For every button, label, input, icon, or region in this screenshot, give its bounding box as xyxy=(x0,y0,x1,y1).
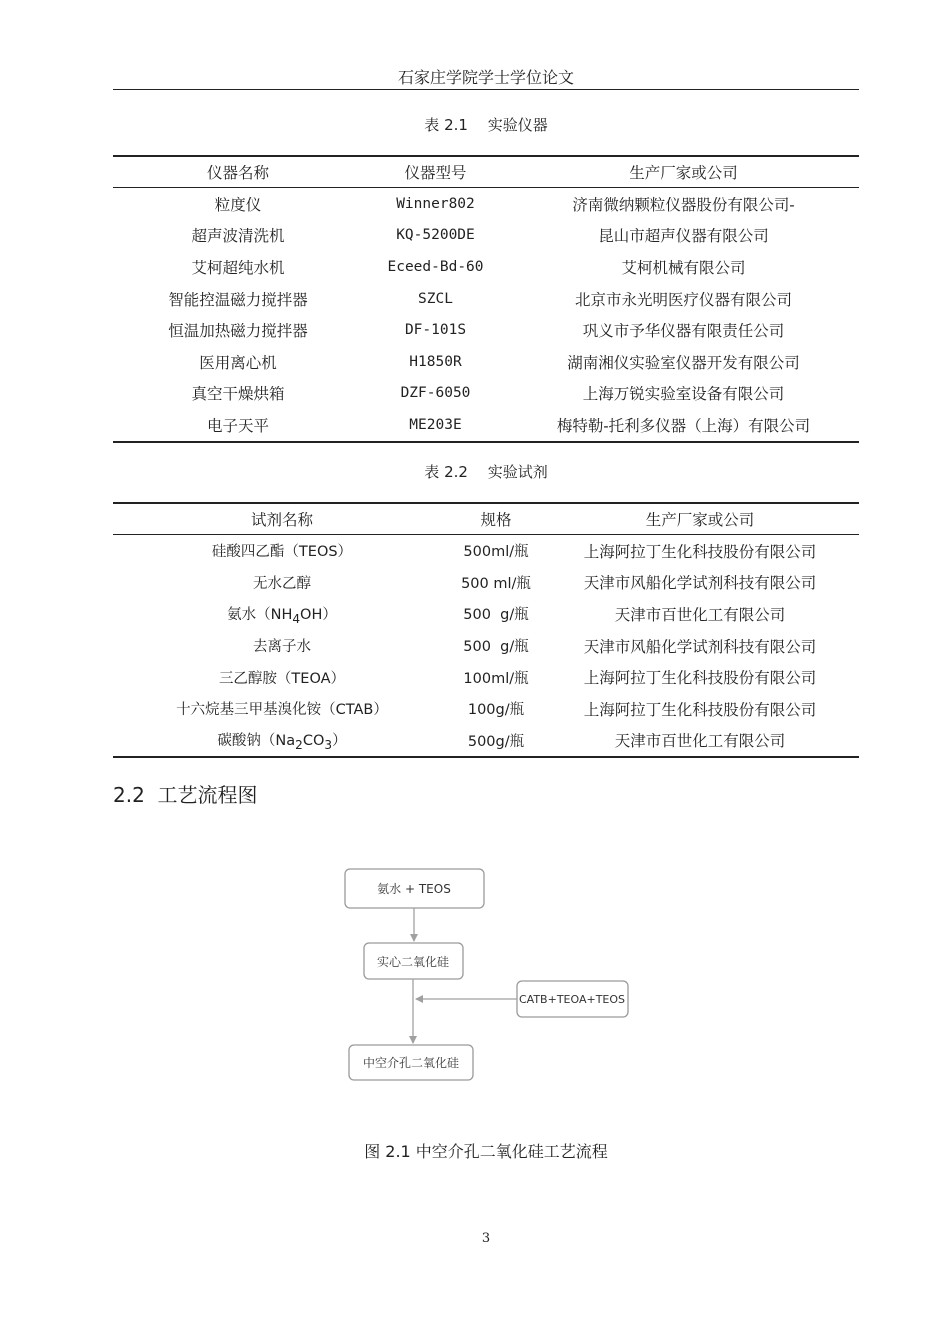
instrument-model: SZCL xyxy=(418,290,453,307)
instrument-name: 超声波清洗机 xyxy=(191,227,285,246)
formula-text: CO xyxy=(302,732,325,749)
section-heading: 2.2 工艺流程图 xyxy=(113,783,258,807)
instrument-maker: 济南微纳颗粒仪器股份有限公司- xyxy=(572,195,795,214)
figure-caption: 图 2.1 中空介孔二氧化硅工艺流程 xyxy=(364,1142,608,1161)
reagent-spec: 500g/瓶 xyxy=(451,725,541,758)
reagent-maker: 天津市风船化学试剂科技有限公司 xyxy=(583,574,817,593)
formula-subscript: 2 xyxy=(295,737,303,752)
instrument-model: DZF-6050 xyxy=(400,385,471,402)
column-header: 仪器名称 xyxy=(113,156,363,188)
formula-text: OH） xyxy=(300,606,337,623)
column-header: 仪器型号 xyxy=(363,156,508,188)
instrument-maker: 梅特勒-托利多仪器（上海）有限公司 xyxy=(508,409,859,442)
instrument-model: Winner802 xyxy=(396,195,475,212)
reagent-spec: 100g/瓶 xyxy=(467,702,525,719)
reagent-spec: 500 ml/瓶 xyxy=(461,575,531,592)
flow-node-additive-label: CATB+TEOA+TEOS xyxy=(518,993,626,1006)
instrument-name: 粒度仪 xyxy=(214,195,262,214)
formula-text: 碳酸钠（Na xyxy=(217,732,296,749)
reagent-maker: 上海阿拉丁生化科技股份有限公司 xyxy=(583,669,817,688)
page-number: 3 xyxy=(481,1231,491,1246)
reagent-name: 十六烷基三甲基溴化铵（CTAB） xyxy=(176,702,388,719)
instrument-model: H1850R xyxy=(409,353,462,370)
reagent-name: 无水乙醇 xyxy=(253,575,311,592)
reagent-spec: 500 g/瓶 xyxy=(463,607,529,624)
instrument-name: 医用离心机 xyxy=(199,353,277,372)
reagent-name: 硅酸四乙酯（TEOS） xyxy=(211,544,353,561)
instrument-name: 真空干燥烘箱 xyxy=(191,385,285,404)
column-header: 生产厂家或公司 xyxy=(508,156,859,188)
instrument-maker: 上海万锐实验室设备有限公司 xyxy=(582,385,785,404)
reagent-spec: 500ml/瓶 xyxy=(463,544,529,561)
reagent-spec: 100ml/瓶 xyxy=(463,670,529,687)
column-header: 生产厂家或公司 xyxy=(541,503,859,535)
formula-text: ） xyxy=(332,732,347,749)
reagent-spec: 500 g/瓶 xyxy=(463,639,529,656)
flow-node-start-label: 氨水 + TEOS xyxy=(377,882,451,896)
instrument-name: 艾柯超纯水机 xyxy=(191,258,285,277)
instrument-model: ME203E xyxy=(363,409,508,442)
instrument-model: Eceed-Bd-60 xyxy=(387,258,484,275)
table1-caption: 表 2.1 实验仪器 xyxy=(424,116,548,134)
flow-node-hollow-silica-label: 中空介孔二氧化硅 xyxy=(362,1056,460,1070)
page-header: 石家庄学院学士学位论文 xyxy=(397,68,574,87)
instrument-model: DF-101S xyxy=(404,322,467,339)
column-header: 试剂名称 xyxy=(113,503,451,535)
instrument-maker: 艾柯机械有限公司 xyxy=(621,258,746,277)
formula-text: 氨水（NH xyxy=(227,606,293,623)
instrument-maker: 昆山市超声仪器有限公司 xyxy=(598,227,769,246)
reagent-name: 三乙醇胺（TEOA） xyxy=(218,670,346,687)
instrument-maker: 巩义市予华仪器有限责任公司 xyxy=(582,322,785,341)
instrument-maker: 北京市永光明医疗仪器有限公司 xyxy=(574,290,792,309)
reagent-maker: 上海阿拉丁生化科技股份有限公司 xyxy=(583,700,817,719)
instrument-name: 智能控温磁力搅拌器 xyxy=(168,290,308,309)
reagent-maker: 天津市风船化学试剂科技有限公司 xyxy=(583,637,817,656)
reagent-maker: 天津市百世化工有限公司 xyxy=(614,605,786,624)
flow-node-solid-silica-label: 实心二氧化硅 xyxy=(376,955,450,969)
column-header: 规格 xyxy=(451,503,541,535)
reagent-name: 去离子水 xyxy=(253,639,311,656)
table2-caption: 表 2.2 实验试剂 xyxy=(424,463,548,481)
instrument-model: KQ-5200DE xyxy=(396,227,475,244)
formula-subscript: 3 xyxy=(324,737,333,752)
reagent-maker: 天津市百世化工有限公司 xyxy=(541,725,859,758)
instrument-name: 恒温加热磁力搅拌器 xyxy=(168,322,308,341)
formula-subscript: 4 xyxy=(292,611,301,626)
instrument-maker: 湖南湘仪实验室仪器开发有限公司 xyxy=(567,353,800,372)
reagent-maker: 上海阿拉丁生化科技股份有限公司 xyxy=(583,542,817,561)
instrument-name: 电子天平 xyxy=(113,409,363,442)
